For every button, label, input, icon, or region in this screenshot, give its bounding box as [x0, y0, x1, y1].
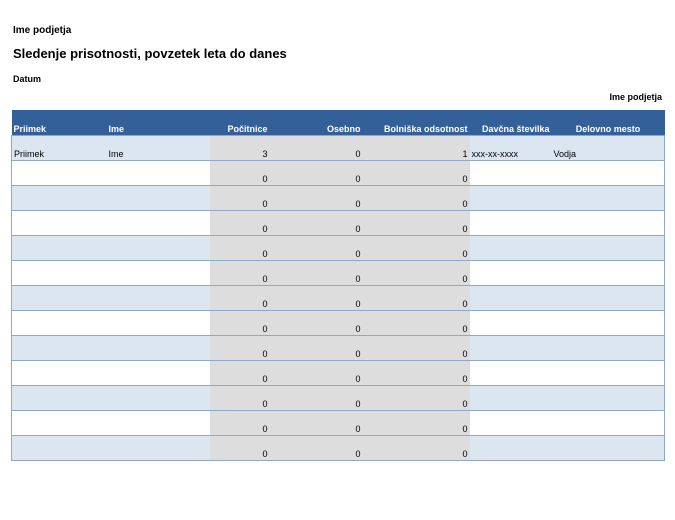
- cell-personal[interactable]: 0: [270, 411, 363, 436]
- cell-last-name[interactable]: [12, 186, 107, 211]
- cell-tax-number[interactable]: [470, 386, 552, 411]
- cell-sick-leave[interactable]: 0: [363, 286, 470, 311]
- cell-tax-number[interactable]: [470, 261, 552, 286]
- cell-sick-leave[interactable]: 0: [363, 311, 470, 336]
- cell-sick-leave[interactable]: 0: [363, 361, 470, 386]
- cell-last-name[interactable]: [12, 211, 107, 236]
- column-header-last-name[interactable]: Priimek: [12, 110, 107, 136]
- cell-first-name[interactable]: [107, 186, 210, 211]
- table-row: [12, 286, 665, 311]
- cell-sick-leave[interactable]: 0: [363, 161, 470, 186]
- table-row: [12, 361, 665, 386]
- cell-vacation[interactable]: 0: [210, 261, 270, 286]
- column-header-tax-number[interactable]: Davčna številka: [470, 110, 552, 136]
- cell-vacation[interactable]: 0: [210, 186, 270, 211]
- cell-personal[interactable]: 0: [270, 186, 363, 211]
- cell-vacation[interactable]: 0: [210, 311, 270, 336]
- cell-first-name[interactable]: [107, 336, 210, 361]
- cell-job-title[interactable]: [552, 361, 665, 386]
- cell-job-title[interactable]: [552, 436, 665, 461]
- cell-personal[interactable]: 0: [270, 161, 363, 186]
- cell-last-name[interactable]: [12, 336, 107, 361]
- cell-first-name[interactable]: [107, 161, 210, 186]
- table-row: [12, 136, 665, 161]
- column-header-personal[interactable]: Osebno: [270, 110, 363, 136]
- cell-job-title[interactable]: [552, 261, 665, 286]
- cell-last-name[interactable]: [12, 361, 107, 386]
- cell-tax-number[interactable]: [470, 411, 552, 436]
- cell-first-name[interactable]: [107, 436, 210, 461]
- cell-sick-leave[interactable]: 0: [363, 261, 470, 286]
- cell-tax-number[interactable]: [470, 186, 552, 211]
- table-row: [12, 261, 665, 286]
- table-row: [12, 336, 665, 361]
- cell-sick-leave[interactable]: 0: [363, 186, 470, 211]
- table-body: [12, 136, 665, 461]
- cell-vacation[interactable]: 0: [210, 161, 270, 186]
- cell-tax-number[interactable]: [470, 161, 552, 186]
- cell-first-name[interactable]: [107, 311, 210, 336]
- cell-last-name[interactable]: [12, 161, 107, 186]
- cell-job-title[interactable]: [552, 286, 665, 311]
- table-row: [12, 411, 665, 436]
- cell-vacation[interactable]: 0: [210, 336, 270, 361]
- cell-job-title[interactable]: [552, 336, 665, 361]
- cell-personal[interactable]: 0: [270, 211, 363, 236]
- date-label: Datum: [13, 74, 42, 84]
- cell-sick-leave[interactable]: 0: [363, 336, 470, 361]
- cell-personal[interactable]: 0: [270, 336, 363, 361]
- cell-sick-leave[interactable]: 0: [363, 236, 470, 261]
- cell-job-title[interactable]: [552, 161, 665, 186]
- page-title: Sledenje prisotnosti, povzetek leta do danes: [13, 46, 287, 61]
- table-row: [12, 161, 665, 186]
- cell-job-title[interactable]: [552, 211, 665, 236]
- column-header-vacation[interactable]: Počitnice: [210, 110, 270, 136]
- table-row: [12, 386, 665, 411]
- cell-first-name[interactable]: [107, 211, 210, 236]
- cell-vacation[interactable]: 0: [210, 361, 270, 386]
- cell-last-name[interactable]: [12, 436, 107, 461]
- cell-first-name[interactable]: [107, 286, 210, 311]
- company-name-top: Ime podjetja: [13, 25, 72, 36]
- table-row: [12, 311, 665, 336]
- table-row: [12, 186, 665, 211]
- attendance-table: [11, 110, 665, 461]
- cell-vacation[interactable]: 0: [210, 386, 270, 411]
- cell-tax-number[interactable]: [470, 361, 552, 386]
- cell-first-name[interactable]: [107, 361, 210, 386]
- cell-first-name[interactable]: Ime: [107, 136, 210, 161]
- cell-last-name[interactable]: [12, 386, 107, 411]
- column-header-job-title[interactable]: Delovno mesto: [552, 110, 665, 136]
- cell-first-name[interactable]: [107, 411, 210, 436]
- cell-personal[interactable]: 0: [270, 436, 363, 461]
- cell-job-title[interactable]: [552, 236, 665, 261]
- column-header-first-name[interactable]: Ime: [107, 110, 210, 136]
- cell-job-title[interactable]: [552, 386, 665, 411]
- table-row: [12, 236, 665, 261]
- cell-job-title[interactable]: Vodja: [552, 136, 665, 161]
- cell-job-title[interactable]: [552, 411, 665, 436]
- table-row: [12, 211, 665, 236]
- cell-personal[interactable]: 0: [270, 361, 363, 386]
- cell-tax-number[interactable]: [470, 236, 552, 261]
- cell-first-name[interactable]: [107, 261, 210, 286]
- cell-sick-leave[interactable]: 0: [363, 436, 470, 461]
- cell-tax-number[interactable]: [470, 311, 552, 336]
- cell-personal[interactable]: 0: [270, 386, 363, 411]
- cell-last-name[interactable]: [12, 236, 107, 261]
- cell-vacation[interactable]: 0: [210, 236, 270, 261]
- cell-vacation[interactable]: 0: [210, 211, 270, 236]
- cell-last-name[interactable]: Priimek: [12, 136, 107, 161]
- cell-first-name[interactable]: [107, 236, 210, 261]
- cell-last-name[interactable]: [12, 411, 107, 436]
- cell-vacation[interactable]: 0: [210, 436, 270, 461]
- cell-tax-number[interactable]: [470, 211, 552, 236]
- cell-job-title[interactable]: [552, 186, 665, 211]
- table-header-row: [12, 110, 665, 136]
- cell-sick-leave[interactable]: 0: [363, 211, 470, 236]
- cell-vacation[interactable]: 0: [210, 411, 270, 436]
- cell-last-name[interactable]: [12, 286, 107, 311]
- cell-vacation[interactable]: 0: [210, 286, 270, 311]
- cell-personal[interactable]: 0: [270, 261, 363, 286]
- cell-sick-leave[interactable]: 0: [363, 411, 470, 436]
- cell-sick-leave[interactable]: 1: [363, 136, 470, 161]
- table-row: [12, 436, 665, 461]
- cell-job-title[interactable]: [552, 311, 665, 336]
- cell-last-name[interactable]: [12, 261, 107, 286]
- company-name-right: Ime podjetja: [609, 92, 662, 102]
- column-header-sick-leave[interactable]: Bolniška odsotnost: [363, 110, 470, 136]
- cell-personal[interactable]: 0: [270, 236, 363, 261]
- cell-tax-number[interactable]: [470, 436, 552, 461]
- cell-first-name[interactable]: [107, 386, 210, 411]
- cell-tax-number[interactable]: xxx-xx-xxxx: [470, 136, 552, 161]
- cell-personal[interactable]: 0: [270, 136, 363, 161]
- cell-vacation[interactable]: 3: [210, 136, 270, 161]
- cell-personal[interactable]: 0: [270, 286, 363, 311]
- cell-sick-leave[interactable]: 0: [363, 386, 470, 411]
- cell-last-name[interactable]: [12, 311, 107, 336]
- cell-tax-number[interactable]: [470, 286, 552, 311]
- cell-personal[interactable]: 0: [270, 311, 363, 336]
- cell-tax-number[interactable]: [470, 336, 552, 361]
